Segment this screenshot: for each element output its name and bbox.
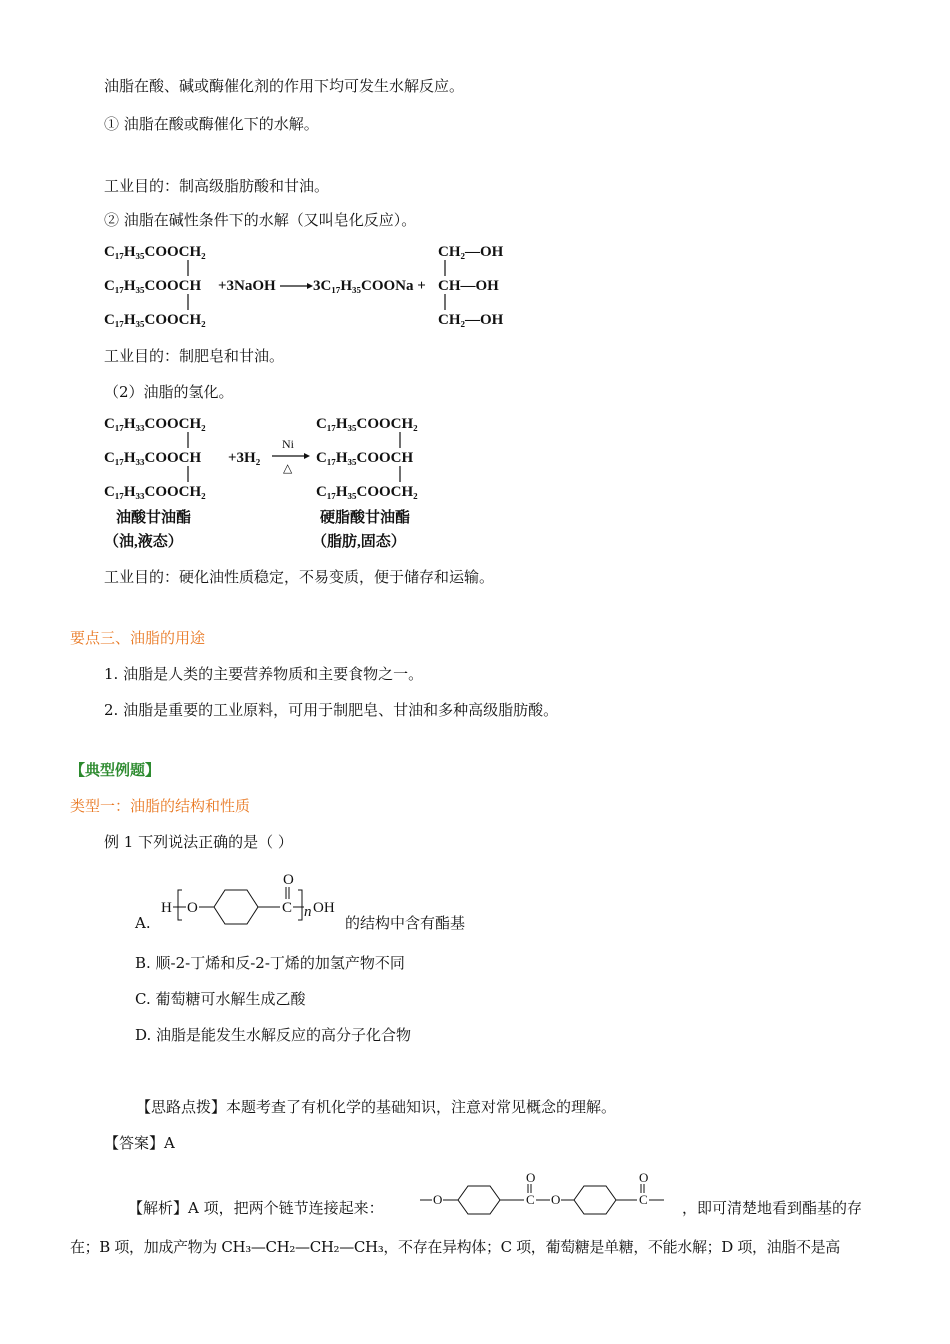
sapon-g2: CH—OH	[438, 278, 499, 294]
sapon-r2: C₁₇H₃₅COOCH	[104, 278, 202, 294]
hydro-reagent: +3H₂	[228, 450, 261, 466]
right-state: （脂肪,固态）	[312, 534, 406, 550]
catalyst-label: Ni	[282, 437, 294, 451]
benzene-ring-icon	[458, 1186, 500, 1214]
hydro-p3: C₁₇H₃₅COOCH₂	[316, 484, 418, 500]
atom-c: C	[526, 1192, 535, 1207]
sapon-g3: CH₂—OH	[438, 312, 504, 328]
hydrogenation-equation	[100, 410, 460, 555]
atom-o-carbonyl: O	[283, 872, 294, 888]
question-text: 例 1 下列说法正确的是（ ）	[104, 833, 293, 851]
condition-label: △	[283, 461, 293, 475]
purpose-2: 工业目的：制肥皂和甘油。	[104, 347, 285, 365]
arrow-head-icon	[304, 453, 310, 459]
sapon-g1: CH₂—OH	[438, 244, 504, 260]
saponification-equation	[100, 238, 520, 338]
atom-c: C	[639, 1192, 648, 1207]
sapon-r3: C₁₇H₃₅COOCH₂	[104, 312, 206, 328]
examples-heading: 【典型例题】	[70, 761, 161, 779]
option-a-structure	[158, 870, 344, 930]
option-b: B. 顺-2-丁烯和反-2-丁烯的加氢产物不同	[135, 954, 405, 972]
section3-item-2: 2. 油脂是重要的工业原料，可用于制肥皂、甘油和多种高级脂肪酸。	[104, 701, 559, 719]
atom-o-carbonyl: O	[639, 1172, 649, 1185]
subscript-n: n	[304, 904, 312, 920]
option-d: D. 油脂是能发生水解反应的高分子化合物	[135, 1026, 412, 1044]
sapon-r1: C₁₇H₃₅COOCH₂	[104, 244, 206, 260]
atom-o: O	[187, 900, 198, 916]
hydro-r2: C₁₇H₃₃COOCH	[104, 450, 202, 466]
section3-heading: 要点三、油脂的用途	[70, 629, 206, 647]
benzene-ring-icon	[574, 1186, 616, 1214]
option-a-label: A.	[135, 914, 151, 932]
right-name: 硬脂酸甘油酯	[320, 510, 411, 526]
atom-o: O	[551, 1192, 561, 1207]
atom-oh: OH	[313, 900, 335, 916]
purpose-3: 工业目的：硬化油性质稳定，不易变质，便于储存和运输。	[104, 568, 495, 586]
analysis-line-2: 在；B 项，加成产物为 CH₃—CH₂—CH₂—CH₃，不存在异构体；C 项，葡萄糖是单糖，不能水解；D 项，油脂不是高	[70, 1238, 840, 1256]
atom-c: C	[282, 900, 293, 916]
hydrogenation-title: （2）油脂的氢化。	[104, 383, 234, 401]
sapon-product: 3C₁₇H₃₅COONa +	[313, 278, 426, 294]
intro-text: 油脂在酸、碱或酶催化剂的作用下均可发生水解反应。	[104, 77, 465, 95]
left-state: （油,液态）	[104, 534, 183, 550]
purpose-1: 工业目的：制高级脂肪酸和甘油。	[104, 177, 330, 195]
option-c: C. 葡萄糖可水解生成乙酸	[135, 990, 306, 1008]
left-name: 油酸甘油酯	[116, 510, 192, 526]
section3-item-1: 1. 油脂是人类的主要营养物质和主要食物之一。	[104, 665, 424, 683]
hint-text: 【思路点拨】本题考查了有机化学的基础知识，注意对常见概念的理解。	[136, 1098, 617, 1116]
linked-ester-structure	[418, 1172, 680, 1222]
hydro-p2: C₁₇H₃₅COOCH	[316, 450, 414, 466]
atom-o: O	[433, 1192, 443, 1207]
answer-text: 【答案】A	[104, 1134, 175, 1152]
hydro-r3: C₁₇H₃₃COOCH₂	[104, 484, 206, 500]
acid-hydrolysis-text: ① 油脂在酸或酶催化下的水解。	[104, 115, 319, 133]
analysis-prefix: 【解析】A 项，把两个链节连接起来：	[128, 1199, 384, 1217]
atom-o-carbonyl: O	[526, 1172, 536, 1185]
analysis-suffix: ，即可清楚地看到酯基的存	[682, 1199, 863, 1217]
benzene-ring-icon	[214, 890, 258, 924]
hydro-r1: C₁₇H₃₃COOCH₂	[104, 416, 206, 432]
option-a-text: 的结构中含有酯基	[345, 914, 466, 932]
type1-heading: 类型一：油脂的结构和性质	[70, 797, 251, 815]
sapon-reagent: +3NaOH	[218, 278, 276, 294]
atom-h: H	[161, 900, 172, 916]
hydro-p1: C₁₇H₃₅COOCH₂	[316, 416, 418, 432]
base-hydrolysis-text: ② 油脂在碱性条件下的水解（又叫皂化反应）。	[104, 211, 417, 229]
